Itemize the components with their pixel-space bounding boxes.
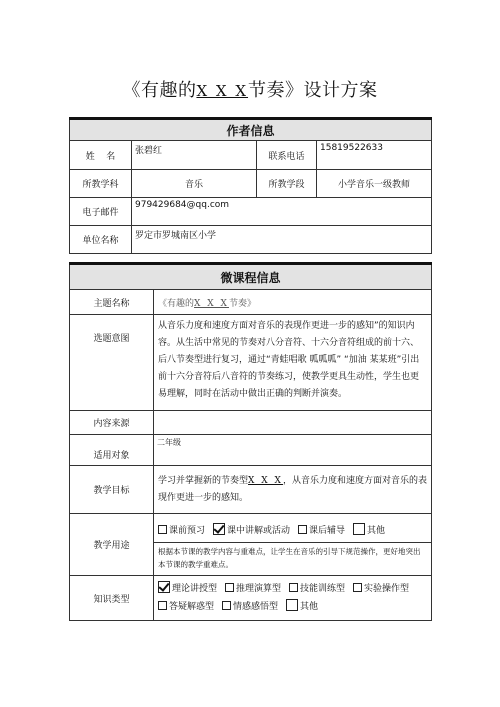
usage-option-label: 课前预习 bbox=[169, 525, 206, 536]
checked-checkbox-icon[interactable] bbox=[213, 523, 225, 535]
usage-option-3[interactable] bbox=[298, 523, 345, 536]
author-section-title: 作者信息 bbox=[70, 119, 432, 141]
knowledge-option-3[interactable] bbox=[289, 580, 345, 598]
email-value: 979429684@qq.com bbox=[132, 198, 432, 226]
topic-value: 《有趣的X X X节奏》 bbox=[154, 290, 432, 315]
knowledge-option-label: 其他 bbox=[300, 602, 319, 612]
checkbox-icon[interactable] bbox=[289, 583, 298, 592]
checkbox-icon[interactable] bbox=[353, 583, 362, 592]
stage-value: 小学音乐一级教师 bbox=[317, 170, 432, 198]
knowledge-options bbox=[154, 576, 432, 621]
knowledge-row-1 bbox=[158, 580, 427, 598]
intent-label: 选题意图 bbox=[70, 315, 154, 411]
source-value bbox=[154, 411, 432, 435]
checkbox-icon[interactable] bbox=[286, 599, 298, 611]
usage-option-4[interactable] bbox=[353, 523, 385, 536]
knowledge-option-2[interactable] bbox=[225, 580, 281, 598]
email-label: 电子邮件 bbox=[70, 198, 132, 226]
course-section-title: 微课程信息 bbox=[70, 264, 432, 290]
unit-label: 单位名称 bbox=[70, 226, 132, 254]
usage-option-label: 课中讲解或活动 bbox=[227, 525, 291, 536]
stage-label: 所教学段 bbox=[257, 170, 317, 198]
knowledge-option-3[interactable] bbox=[286, 598, 318, 616]
usage-option-label: 其他 bbox=[367, 525, 386, 536]
goal-label: 教学目标 bbox=[70, 466, 154, 514]
topic-label: 主题名称 bbox=[70, 290, 154, 315]
checkbox-icon[interactable] bbox=[225, 583, 234, 592]
author-info-table bbox=[69, 117, 432, 254]
name-value: 张碧红 bbox=[132, 141, 257, 170]
checkbox-icon[interactable] bbox=[222, 601, 231, 610]
knowledge-label: 知识类型 bbox=[70, 576, 154, 621]
usage-note: 根据本节课的教学内容与重难点，让学生在音乐的引导下规范操作，更好地突出本节课的教学重难点。 bbox=[158, 546, 421, 569]
subject-label: 所教学科 bbox=[70, 170, 132, 198]
title-prefix: 《有趣的 bbox=[122, 80, 197, 101]
usage-option-1[interactable] bbox=[158, 523, 205, 536]
usage-cell bbox=[154, 514, 432, 576]
knowledge-option-2[interactable] bbox=[222, 598, 278, 616]
usage-option-2[interactable] bbox=[213, 523, 290, 536]
checked-checkbox-icon[interactable] bbox=[158, 581, 170, 593]
course-info-table bbox=[69, 262, 432, 621]
knowledge-option-label: 技能训练型 bbox=[300, 584, 346, 594]
knowledge-option-1[interactable] bbox=[158, 598, 214, 616]
intent-text: 从音乐力度和速度方面对音乐的表现作更进一步的感知”的知识内容。从生活中常见的节奏对八分音符、十六分音符组成的前十六、后八节奏型进行复习，通过“青蛙唱歌 呱呱呱” “加油 某某班”引出前十六分音符后八音符的节奏练习，使教学更具生动性，学生也更易理解，同时在活动中做出正确的判断并演奏。 bbox=[154, 315, 432, 411]
source-label: 内容来源 bbox=[70, 411, 154, 435]
knowledge-option-label: 推理演算型 bbox=[236, 584, 282, 594]
usage-label: 教学用途 bbox=[70, 514, 154, 576]
title-suffix: 节奏》设计方案 bbox=[248, 80, 378, 101]
checkbox-icon[interactable] bbox=[158, 601, 167, 610]
checkbox-icon[interactable] bbox=[353, 523, 365, 535]
target-label: 适用对象 bbox=[70, 435, 154, 466]
knowledge-option-label: 理论讲授型 bbox=[172, 584, 218, 594]
checkbox-icon[interactable] bbox=[298, 525, 307, 534]
phone-label: 联系电话 bbox=[257, 141, 317, 170]
knowledge-option-1[interactable] bbox=[158, 580, 217, 598]
knowledge-option-label: 实验操作型 bbox=[364, 584, 410, 594]
phone-value: 15819522633 bbox=[317, 141, 432, 170]
target-value: 二年级 bbox=[154, 435, 432, 466]
document-title bbox=[0, 76, 500, 102]
subject-value: 音乐 bbox=[132, 170, 257, 198]
checkbox-icon[interactable] bbox=[158, 525, 167, 534]
title-rhythm: X X X bbox=[196, 82, 249, 100]
goal-text: 学习并掌握新的节奏型X X X，从音乐力度和速度方面对音乐的表现作更进一步的感知。 bbox=[154, 466, 432, 514]
knowledge-option-label: 情感感悟型 bbox=[233, 602, 279, 612]
usage-options bbox=[154, 517, 431, 543]
usage-option-label: 课后辅导 bbox=[309, 525, 346, 536]
knowledge-row-2 bbox=[158, 598, 427, 616]
unit-value: 罗定市罗城南区小学 bbox=[132, 226, 432, 254]
name-label: 姓 名 bbox=[70, 141, 132, 170]
knowledge-option-4[interactable] bbox=[353, 580, 409, 598]
knowledge-option-label: 答疑解惑型 bbox=[169, 602, 215, 612]
